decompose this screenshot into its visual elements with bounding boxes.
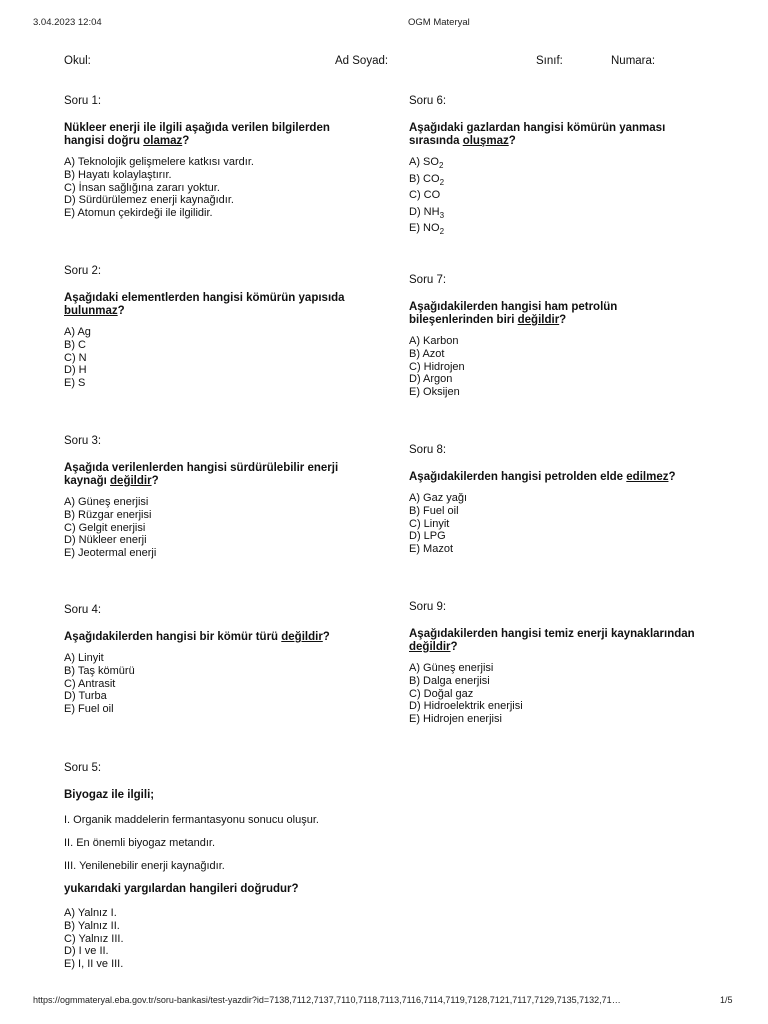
document-title: OGM Materyal [408,17,470,28]
option-c[interactable]: C) Hidrojen [409,360,465,373]
question-number: Soru 8: [409,444,447,456]
question-number: Soru 2: [64,265,102,277]
option-a[interactable]: A) Linyit [64,652,104,664]
option-d[interactable]: D) Hidroelektrik enerjisi [409,700,523,713]
number-field-label: Numara: [611,55,656,67]
option-a[interactable]: A) Güneş enerjisi [64,496,149,508]
question-number: Soru 9: [409,601,447,613]
answer-options [409,492,699,556]
option-b[interactable]: B) Dalga enerjisi [409,674,490,687]
question-number: Soru 4: [64,604,102,616]
statement-1: I. Organik maddelerin fermantasyonu sonucu oluşur. [64,814,319,826]
question-number: Soru 6: [409,95,447,107]
option-e[interactable]: E) I, II ve III. [64,958,124,971]
question-stem: Aşağıdaki gazlardan hangisi kömürün yanması sırasında oluşmaz? [409,122,666,147]
option-c[interactable]: C) N [64,351,87,364]
class-field-label: Sınıf: [536,55,563,67]
school-field-label: Okul: [64,55,91,67]
question-stem: Aşağıdakilerden hangisi petrolden elde edilmez? [409,471,676,483]
option-a[interactable]: A) Gaz yağı [409,492,468,504]
option-a[interactable]: A) Güneş enerjisi [409,662,494,674]
question-3 [64,435,354,560]
option-a[interactable]: A) Yalnız I. [64,907,117,919]
option-e[interactable]: E) Fuel oil [64,703,114,716]
answer-options [64,496,354,560]
option-d[interactable]: D) Turba [64,690,107,703]
option-e[interactable]: E) Mazot [409,543,454,556]
question-intro: Biyogaz ile ilgili; [64,789,155,801]
name-field-label: Ad Soyad: [335,55,389,67]
option-c[interactable]: C) Yalnız III. [64,932,124,945]
question-stem: Aşağıdakilerden hangisi temiz enerji kaynaklarından değildir? [409,628,695,653]
question-number: Soru 5: [64,762,102,774]
question-number: Soru 1: [64,95,102,107]
option-d[interactable]: D) Sürdürülemez enerji kaynağıdır. [64,194,234,207]
question-6 [409,95,699,239]
option-e[interactable]: E) Hidrojen enerjisi [409,713,502,726]
question-7 [409,274,699,399]
option-c[interactable]: C) İnsan sağlığına zararı yoktur. [64,181,220,194]
option-b[interactable]: B) Azot [409,347,445,360]
option-e[interactable]: E) $NO_2$ [409,222,445,236]
question-1 [64,95,354,220]
option-c[interactable]: C) Doğal gaz [409,687,474,700]
option-a[interactable]: A) $SO_2$ [409,156,444,170]
option-c[interactable]: C) Antrasit [64,677,116,690]
option-b[interactable]: B) C [64,338,86,351]
question-4 [64,604,354,716]
option-e[interactable]: E) Jeotermal enerji [64,547,157,560]
question-9 [409,601,699,726]
option-b[interactable]: B) Taş kömürü [64,664,135,677]
question-stem: Aşağıdakilerden hangisi bir kömür türü değildir? [64,631,330,643]
answer-options [64,907,354,971]
question-stem: Aşağıdakilerden hangisi ham petrolün bileşenlerinden biri değildir? [409,301,618,326]
option-d[interactable]: D) $NH_3$ [409,205,445,220]
question-stem: Nükleer enerji ile ilgili aşağıda verilen bilgilerden hangisi doğru olamaz? [64,122,330,147]
print-datetime: 3.04.2023 12:04 [33,17,102,28]
question-number: Soru 7: [409,274,447,286]
answer-options [409,156,699,239]
option-c[interactable]: C) Gelgit enerjisi [64,521,146,534]
option-a[interactable]: A) Ag [64,326,91,338]
option-e[interactable]: E) S [64,377,86,390]
option-d[interactable]: D) LPG [409,530,446,543]
question-stem: Aşağıda verilenlerden hangisi sürdürülebilir enerji kaynağı değildir? [64,462,339,487]
option-c[interactable]: C) CO [409,189,441,201]
answer-options [409,662,699,726]
question-stem: yukarıdaki yargılardan hangileri doğrudur? [64,883,299,895]
question-stem: Aşağıdaki elementlerden hangisi kömürün yapısıda bulunmaz? [64,292,345,317]
option-e[interactable]: E) Atomun çekirdeği ile ilgilidir. [64,207,213,220]
option-d[interactable]: D) Argon [409,373,453,386]
page-number: 1/5 [720,995,733,1005]
option-c[interactable]: C) Linyit [409,517,450,530]
answer-options [64,156,354,220]
option-b[interactable]: B) Fuel oil [409,504,459,517]
statement-2: II. En önemli biyogaz metandır. [64,837,216,849]
answer-options [409,335,699,399]
option-d[interactable]: D) I ve II. [64,945,109,958]
answer-options [64,652,354,716]
option-b[interactable]: B) $CO_2$ [409,172,445,187]
option-b[interactable]: B) Rüzgar enerjisi [64,508,152,521]
option-d[interactable]: D) H [64,364,87,377]
statement-3: III. Yenilenebilir enerji kaynağıdır. [64,860,225,872]
answer-options [64,326,354,390]
question-8 [409,444,699,556]
option-b[interactable]: B) Hayatı kolaylaştırır. [64,168,172,181]
question-number: Soru 3: [64,435,102,447]
question-2 [64,265,354,390]
option-b[interactable]: B) Yalnız II. [64,919,120,932]
option-a[interactable]: A) Karbon [409,335,459,347]
page-url[interactable]: https://ogmmateryal.eba.gov.tr/soru-bankasi/test-yazdir?id=7138,7112,7137,7110,7118,7113,7116,7114,7119,7128,7121,7117,7129,7135,7132,71… [33,995,621,1005]
option-d[interactable]: D) Nükleer enerji [64,534,147,547]
question-5 [64,762,354,971]
option-e[interactable]: E) Oksijen [409,386,460,399]
option-a[interactable]: A) Teknolojik gelişmelere katkısı vardır. [64,156,254,168]
